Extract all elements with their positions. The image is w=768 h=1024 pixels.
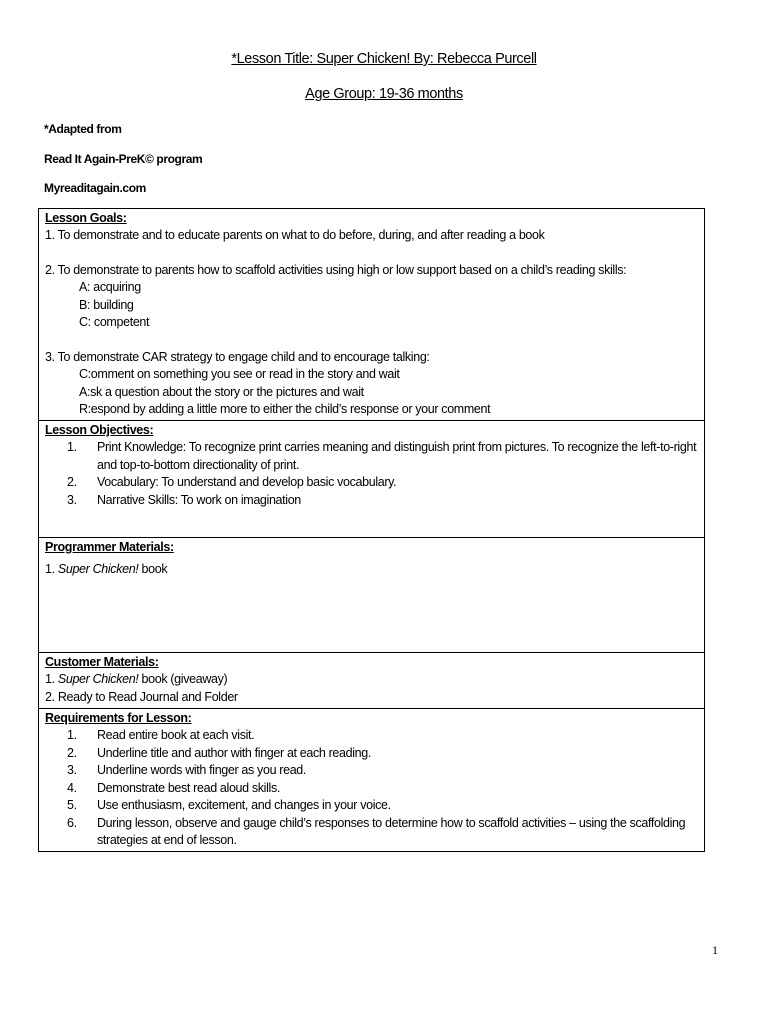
goal-3: 3. To demonstrate CAR strategy to engage child and to encourage talking:	[45, 349, 430, 364]
requirements-heading: Requirements for Lesson:	[45, 711, 192, 725]
objective-item	[45, 474, 698, 492]
programmer-heading: Programmer Materials:	[45, 540, 174, 554]
goals-heading: Lesson Goals:	[45, 211, 127, 225]
requirement-text: During lesson, observe and gauge child’s responses to determine how to scaffold activities – using the scaffolding strategies at end of lesson.	[97, 815, 686, 847]
goal-2-sub: B: building	[79, 297, 134, 312]
goals-cell	[39, 209, 705, 421]
goal-2: 2. To demonstrate to parents how to scaffold activities using high or low support based on a child’s reading skills:	[45, 262, 627, 277]
age-group: Age Group: 19-36 months	[305, 86, 463, 102]
customer-item	[45, 671, 698, 689]
requirement-item	[45, 797, 698, 815]
objective-number: 2.	[67, 475, 77, 489]
requirement-item	[45, 727, 698, 745]
customer-book-title: Super Chicken!	[57, 672, 139, 686]
programmer-item-number: 1.	[45, 562, 58, 576]
goal-2-sub: C: competent	[79, 315, 150, 329]
requirement-item	[45, 762, 698, 780]
objective-number: 1.	[67, 440, 77, 454]
requirement-number: 2.	[67, 745, 77, 760]
customer-heading: Customer Materials:	[45, 655, 159, 669]
programmer-cell	[39, 538, 705, 653]
objective-text: Vocabulary: To understand and develop basic vocabulary.	[97, 475, 397, 489]
adapted-from: *Adapted from	[44, 122, 122, 136]
requirement-text: Demonstrate best read aloud skills.	[97, 780, 280, 795]
customer-item: 2. Ready to Read Journal and Folder	[45, 689, 238, 704]
page-number: 1	[712, 943, 718, 957]
requirements-cell	[39, 709, 705, 852]
objectives-row	[39, 421, 705, 538]
objective-text: Print Knowledge: To recognize print carries meaning and distinguish print from pictures. To recognize the left-to-right and top-to-bottom directionality of print.	[97, 440, 697, 472]
requirement-item	[45, 745, 698, 763]
programmer-row	[39, 538, 705, 653]
requirement-number: 5.	[67, 798, 77, 812]
objective-text: Narrative Skills: To work on imagination	[97, 492, 301, 507]
requirement-text: Read entire book at each visit.	[97, 728, 255, 742]
objectives-cell	[39, 421, 705, 538]
objective-number: 3.	[67, 492, 77, 507]
requirement-item	[45, 815, 698, 850]
goals-row	[39, 209, 705, 421]
customer-item-number: 1.	[45, 672, 58, 686]
requirement-text: Use enthusiasm, excitement, and changes in your voice.	[97, 798, 391, 812]
customer-row	[39, 653, 705, 709]
objectives-heading: Lesson Objectives:	[45, 423, 154, 437]
lesson-title: *Lesson Title: Super Chicken! By: Rebecca Purcell	[231, 51, 537, 67]
requirement-number: 1.	[67, 728, 77, 742]
requirement-text: Underline words with finger as you read.	[97, 763, 307, 777]
objective-item	[45, 492, 698, 510]
requirement-number: 3.	[67, 763, 77, 777]
goal-1: 1. To demonstrate and to educate parents on what to do before, during, and after reading a book	[45, 228, 545, 242]
objective-item	[45, 439, 698, 474]
programmer-item-rest: book	[138, 562, 168, 576]
goal-2-sub: A: acquiring	[79, 280, 141, 294]
requirement-number: 4.	[67, 780, 77, 795]
website: Myreaditagain.com	[44, 181, 146, 195]
lesson-table	[38, 208, 705, 852]
customer-item-rest: book (giveaway)	[138, 672, 228, 686]
program-name: Read It Again-PreK© program	[44, 152, 203, 166]
customer-cell	[39, 653, 705, 709]
goal-3-sub: C:omment on something you see or read in the story and wait	[79, 367, 400, 381]
programmer-book-title: Super Chicken!	[57, 562, 139, 576]
goal-3-sub: A:sk a question about the story or the pictures and wait	[79, 384, 364, 399]
goal-3-sub: R:espond by adding a little more to either the child’s response or your comment	[79, 402, 491, 416]
requirement-text: Underline title and author with finger at each reading.	[97, 745, 371, 760]
requirements-row	[39, 709, 705, 852]
requirement-number: 6.	[67, 815, 77, 830]
programmer-item	[45, 561, 698, 579]
requirement-item	[45, 780, 698, 798]
